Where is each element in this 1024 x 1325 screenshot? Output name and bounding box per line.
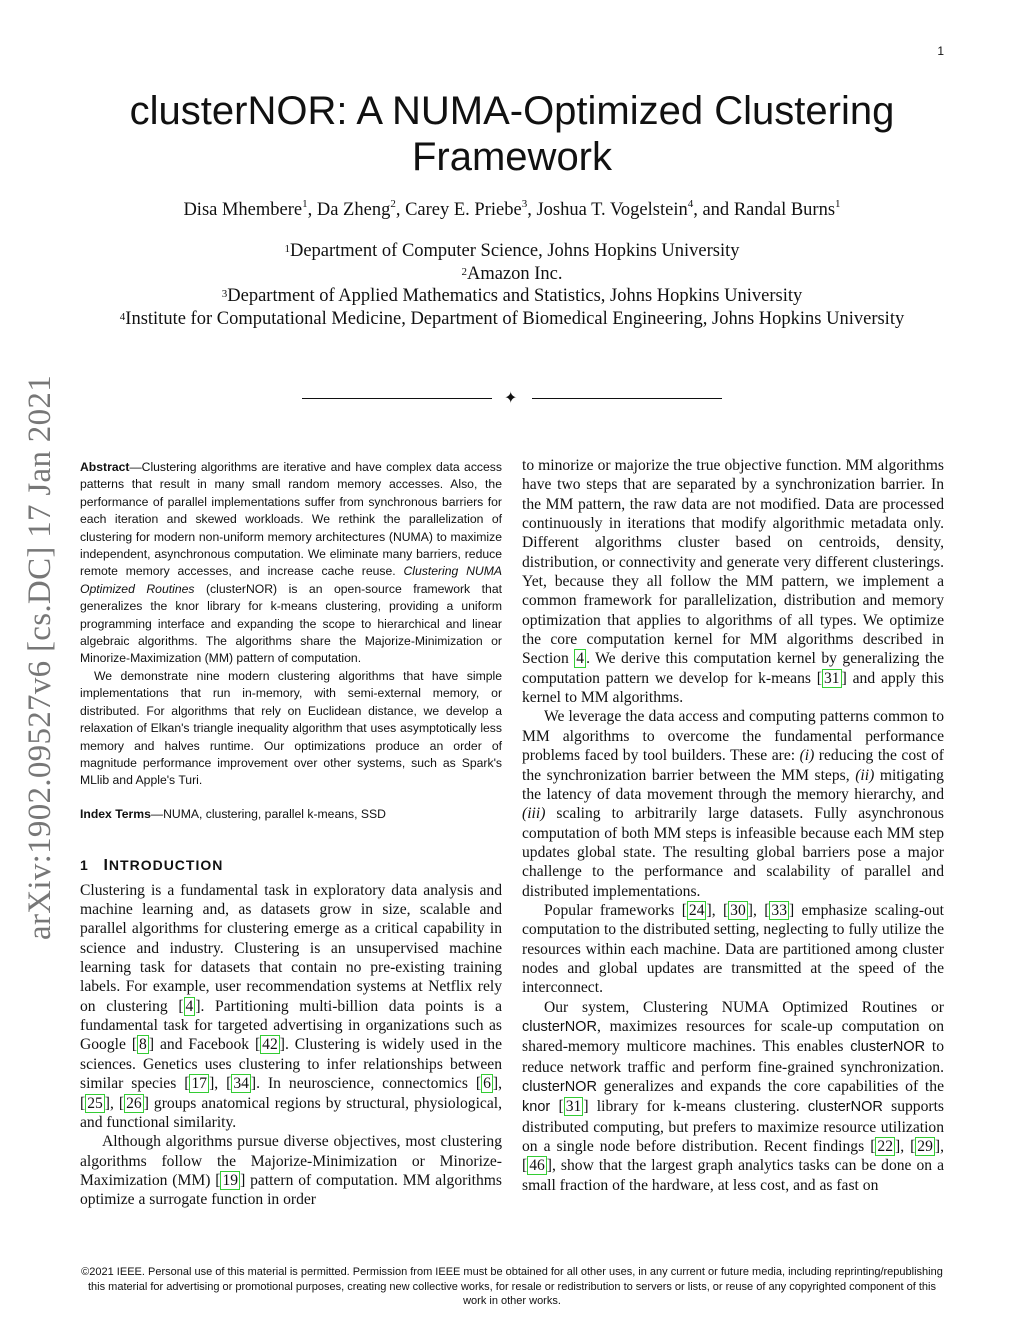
body-paragraph: Clustering is a fundamental task in exploratory data analysis and machine learning and, as datasets grow in size, scalable and parallel algorithms for clustering emerge as a critical capability in science and industry. Clustering is an unsupervised machine learning task for datasets that contain no pre-existing training labels. For example, user recommendation systems at Netflix rely on clustering [ 4 ]. Partitioning multi-billion data points is a fundamental task for targeted advertising in organizations such as Google [ 8 ] and Facebook [ 42 ]. Clustering is widely used in the sciences. Genetics uses clustering to infer relationships between similar species [ 17 ], [ 34 ]. In neuroscience, connectomics [ 6 ], [ 25 ], [ 26 ] groups anatomical regions by structural, physiological, and functional similarity. [80,881,502,1131]
abstract-paragraph [80,459,502,668]
citation-link[interactable]: 29 [917,1138,933,1156]
right-column [522,456,944,1195]
citation-link[interactable]: 26 [126,1094,142,1112]
section-number: 1 [80,856,89,873]
section-title-rest: NTRODUCTION [108,856,224,873]
citation-link[interactable]: 8 [139,1036,147,1054]
citation-link[interactable]: 6 [483,1075,491,1093]
author-name: Disa Mhembere [183,200,303,220]
italic-text: (iii) [522,805,546,823]
citation-link[interactable]: 24 [688,901,705,919]
author-name: Da Zheng [316,200,391,220]
author-name: Randal Burns [733,200,836,220]
author-name: Carey E. Priebe [405,200,522,220]
separator-star-icon: ✦ [504,390,518,407]
section-title [103,857,223,873]
left-column [80,459,502,1210]
citation-link[interactable]: 42 [262,1036,278,1054]
affiliation-text: Amazon Inc. [466,263,563,284]
affiliation-number: 2 [461,265,467,278]
paper-title: clusterNOR: A NUMA-Optimized Clustering Framework [129,89,895,179]
arxiv-stamp: arXiv:1902.09527v6 [cs.DC] 17 Jan 2021 [22,374,58,940]
author-affiliation-number: 4 [687,198,694,210]
citation-link[interactable]: 19 [222,1171,239,1189]
affiliation-text: Department of Computer Science, Johns Hopkins University [289,241,740,261]
affiliation [60,240,964,263]
italic-text: (ii) [855,766,875,784]
affiliation [60,263,964,286]
abstract-text: —Clustering algorithms are iterative and have complex data access patterns that result in many small random memory accesses. Also, the performance of parallel implementations suffer from synchronous barriers for each iteration and skewed workloads. We rethink the parallelization of clustering for modern non-uniform memory architectures (NUMA) to maximize independent, asynchronous computation. We eliminate many barriers, reduce remote memory accesses, and increase cache reuse. Clustering NUMA Optimized Routines (clusterNOR) is an open-source framework that generalizes the knor library for k-means clustering, providing a uniform programming interface and expanding the scope to hierarchical and linear algebraic algorithms. The algorithms share the Majorize-Minimization or Minorize-Maximization (MM) pattern of computation. [80,460,502,666]
body-paragraph: We leverage the data access and computing patterns common to MM algorithms to overcome the fundamental performance problems faced by tool builders. These are: (i) reducing the cost of the synchronization barrier between the MM steps, (ii) mitigating the latency of data movement through the memory hierarchy, and (iii) scaling to arbitrarily large datasets. Fully asynchronous computation of both MM steps is infeasible because each MM step updates global state. The resulting global barriers pose a major challenge to the performance and scalability of parallel and distributed implementations. [522,708,944,900]
citation-link[interactable]: 22 [877,1138,893,1156]
abstract [80,459,502,790]
author-affiliation-number: 1 [835,198,841,210]
affiliation [60,285,964,308]
citation-link[interactable]: 17 [191,1075,208,1093]
affiliation-text: Institute for Computational Medicine, Department of Biomedical Engineering, Johns Hopkins University [125,308,905,329]
section-heading [80,857,502,875]
affiliation-text: Department of Applied Mathematics and Statistics, Johns Hopkins University [227,286,803,306]
affiliation [60,308,964,331]
affiliation-number: 4 [119,310,126,323]
section-title-initial: I [103,856,109,874]
italic-text: (i) [799,747,815,765]
citation-link[interactable]: 30 [730,901,746,919]
author-affiliation-number: 3 [521,198,528,210]
section-link[interactable]: 4 [576,650,585,668]
system-name: knor [522,1099,551,1116]
author-affiliation-number: 2 [390,198,396,210]
citation-link[interactable]: 4 [185,997,194,1015]
author-list: Disa Mhembere$^1$, Da Zheng$^2$, Carey E. Priebe$^3$, Joshua T. Vogelstein$^4$, and Randal Burns$^1$ [183,198,841,220]
separator-line-right [532,398,722,399]
system-name: clusterNOR [522,1079,597,1095]
author-name: Joshua T. Vogelstein [536,200,688,220]
affiliation-list [60,240,964,330]
intro-body-left [80,881,502,1210]
separator-line-left [302,398,492,399]
index-terms-text: —NUMA, clustering, parallel k-means, SSD [150,806,386,821]
italic-text: Clustering NUMA Optimized Routines [80,564,502,596]
copyright-footer: ©2021 IEEE. Personal use of this material is permitted. Permission from IEEE must be obtained for all other uses, in any current or future media, including reprinting/republishing this material for advertising or promotional purposes, creating new collective works, for resale or redistribution to servers or lists, or reuse of any copyrighted component of this work in other works. [81,1266,943,1307]
page-number: 1 [937,44,944,58]
abstract-paragraph: We demonstrate nine modern clustering algorithms that have simple implementations that run in-memory, with semi-external memory, or distributed. For algorithms that rely on Euclidean distance, we develop a relaxation of Elkan's triangle inequality algorithm that uses asymptotically less memory and halves runtime. Our optimizations produce an order of magnitude performance improvement over other systems, such as Spark's MLlib and Apple's Turi. [80,668,502,788]
author-affiliation-number: 1 [302,198,308,210]
body-paragraph: Although algorithms pursue diverse objectives, most clustering algorithms follow the Majorize-Minimization or Minorize-Maximization (MM) [ 19 ] pattern of computation. MM algorithms optimize a surrogate function in order [80,1133,502,1209]
citation-link[interactable]: 31 [824,669,840,687]
citation-link[interactable]: 33 [771,901,787,919]
body-paragraph: Our system, Clustering NUMA Optimized Routines or clusterNOR, maximizes resources for scale-up computation on shared-memory multicore machines. This enables clusterNOR to reduce network traffic and perform fine-grained synchronization. clusterNOR generalizes and expands the core capabilities of the knor [ 31 ] library for k-means clustering. clusterNOR supports distributed computing, but prefers to maximize resource utilization on a single node before distribution. Recent findings [ 22 ], [ 29 ], [ 46 ], show that the largest graph analytics tasks can be done on a small fraction of the hardware, at less cost, and as fast on [522,998,945,1194]
system-name: clusterNOR [850,1039,926,1056]
citation-link[interactable]: 25 [87,1094,103,1112]
system-name: clusterNOR [807,1099,883,1116]
abstract-label: Abstract [80,460,130,474]
index-terms-label: Index Terms [80,806,151,821]
body-paragraph: to minorize or majorize the true objective function. MM algorithms have two steps that are separated by a synchronization barrier. In the MM pattern, the raw data are not modified. Data are processed continuously in iterations that modify algorithmic metadata only. Different algorithms cluster based on centroids, density, distribution, or connectivity and generate very different clusterings. Yet, because they all follow the MM pattern, we implement a common framework for parallelization, distribution and memory optimization that applies to algorithms of all types. We optimize the core computation kernel for MM algorithms described in Section 4 . We derive this computation kernel by generalizing the computation pattern we develop for k-means [ 31 ] and apply this kernel to MM algorithms. [522,457,944,707]
citation-link[interactable]: 46 [529,1157,545,1175]
intro-body-right [522,456,944,1195]
affiliation-number: 1 [284,243,290,255]
system-name: clusterNOR [522,1018,597,1035]
affiliation-number: 3 [221,288,228,300]
section-separator [302,390,722,407]
citation-link[interactable]: 34 [233,1075,249,1093]
citation-link[interactable]: 31 [565,1098,582,1116]
index-terms [80,806,502,823]
body-paragraph: Popular frameworks [ 24 ], [ 30 ], [ 33 ] emphasize scaling-out computation to the distributed setting, neglecting to fully utilize the resources within each machine. Data are partitioned among cluster nodes and global updates are transmitted at the speed of the interconnect. [522,901,944,997]
